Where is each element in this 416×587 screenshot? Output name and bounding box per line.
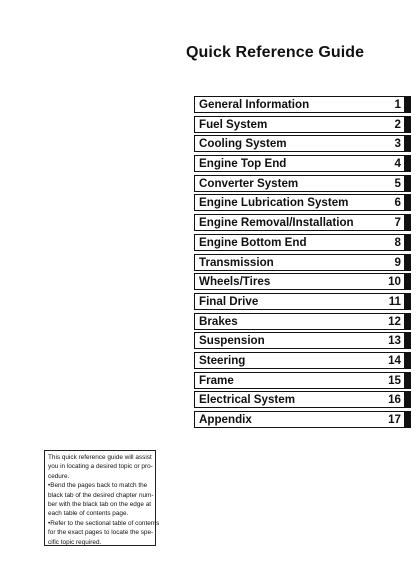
toc-item-number: 7 xyxy=(394,216,401,230)
toc-item-label: Wheels/Tires xyxy=(199,275,271,289)
toc-item-number: 11 xyxy=(388,294,401,308)
toc-item-number: 10 xyxy=(388,275,401,289)
toc-item-frame[interactable] xyxy=(194,372,412,392)
toc-item-label: General Information xyxy=(199,98,310,111)
toc-item-number: 13 xyxy=(388,334,401,348)
toc-item-engine-lubrication-system[interactable] xyxy=(194,194,412,214)
toc-item-number: 1 xyxy=(394,98,401,111)
note-line: cedure. xyxy=(48,472,70,480)
toc-item-number: 2 xyxy=(394,117,401,131)
toc-item-engine-removal-installation[interactable] xyxy=(194,214,412,234)
chapter-tab xyxy=(404,194,411,211)
toc-item-label: Engine Removal/Installation xyxy=(199,216,354,230)
toc-item-number: 12 xyxy=(388,314,401,328)
toc-item-wheels-tires[interactable] xyxy=(194,273,412,293)
toc-item-engine-bottom-end[interactable] xyxy=(194,234,412,254)
chapter-tab xyxy=(404,352,411,369)
chapter-tab xyxy=(404,391,411,408)
chapter-tab xyxy=(404,96,411,113)
note-line: This quick reference guide will assist xyxy=(48,454,152,461)
note-line: each table of contents page. xyxy=(48,510,129,518)
toc-item-label: Transmission xyxy=(199,255,274,269)
page-title: Quick Reference Guide xyxy=(186,44,365,61)
toc-item-label: Frame xyxy=(199,373,234,387)
note-line: black tab of the desired chapter num- xyxy=(48,491,154,499)
chapter-tab xyxy=(404,411,411,428)
toc-item-number: 9 xyxy=(394,255,401,269)
toc-item-number: 16 xyxy=(388,393,401,407)
chapter-tab xyxy=(404,175,411,192)
toc-item-number: 6 xyxy=(394,196,401,210)
usage-note xyxy=(44,450,160,546)
toc-item-cooling-system[interactable] xyxy=(194,135,412,155)
toc-item-label: Suspension xyxy=(199,334,265,348)
toc-item-label: Appendix xyxy=(199,413,252,426)
toc-item-number: 17 xyxy=(388,413,401,426)
toc-item-number: 5 xyxy=(394,176,401,190)
toc-item-appendix[interactable] xyxy=(194,411,412,431)
toc-item-electrical-system[interactable] xyxy=(194,391,412,411)
toc-item-label: Final Drive xyxy=(199,294,259,308)
note-line: •Bend the pages back to match the xyxy=(48,482,148,490)
chapter-tab xyxy=(404,372,411,389)
toc-item-label: Cooling System xyxy=(199,137,287,151)
note-line: cific topic required. xyxy=(48,538,102,546)
chapter-tab xyxy=(404,214,411,231)
chapter-tab xyxy=(404,116,411,133)
note-line: ber with the black tab on the edge at xyxy=(48,501,152,509)
toc-item-steering[interactable] xyxy=(194,352,412,372)
chapter-tab xyxy=(404,234,411,251)
toc-item-label: Steering xyxy=(199,353,246,367)
toc-item-number: 4 xyxy=(394,157,401,171)
toc-item-suspension[interactable] xyxy=(194,332,412,352)
toc-item-final-drive[interactable] xyxy=(194,293,412,313)
note-line: you in locating a desired topic or pro- xyxy=(48,463,153,471)
toc-item-number: 14 xyxy=(388,353,401,367)
toc-item-engine-top-end[interactable] xyxy=(194,155,412,175)
toc-item-fuel-system[interactable] xyxy=(194,116,412,136)
chapter-tab xyxy=(404,273,411,290)
note-line: •Refer to the sectional table of contents xyxy=(48,519,160,527)
toc-item-label: Brakes xyxy=(199,314,238,328)
toc-item-label: Fuel System xyxy=(199,117,268,131)
toc-item-number: 3 xyxy=(394,137,401,151)
toc-item-label: Electrical System xyxy=(199,393,296,407)
toc-item-general-information[interactable] xyxy=(194,96,412,116)
toc-item-number: 8 xyxy=(394,235,401,249)
toc-item-label: Converter System xyxy=(199,176,299,190)
chapter-tab xyxy=(404,135,411,152)
chapter-tab xyxy=(404,155,411,172)
chapter-tab xyxy=(404,313,411,330)
note-line: for the exact pages to locate the spe- xyxy=(48,529,154,537)
toc-item-label: Engine Top End xyxy=(199,157,287,171)
chapter-tab xyxy=(404,332,411,349)
toc-item-brakes[interactable] xyxy=(194,313,412,333)
toc-item-number: 15 xyxy=(388,373,401,387)
chapter-tab xyxy=(404,254,411,271)
toc-item-transmission[interactable] xyxy=(194,254,412,274)
toc-item-converter-system[interactable] xyxy=(194,175,412,195)
toc-item-label: Engine Lubrication System xyxy=(199,196,349,210)
chapter-tab xyxy=(404,293,411,310)
toc-item-label: Engine Bottom End xyxy=(199,235,307,249)
table-of-contents xyxy=(194,96,412,431)
